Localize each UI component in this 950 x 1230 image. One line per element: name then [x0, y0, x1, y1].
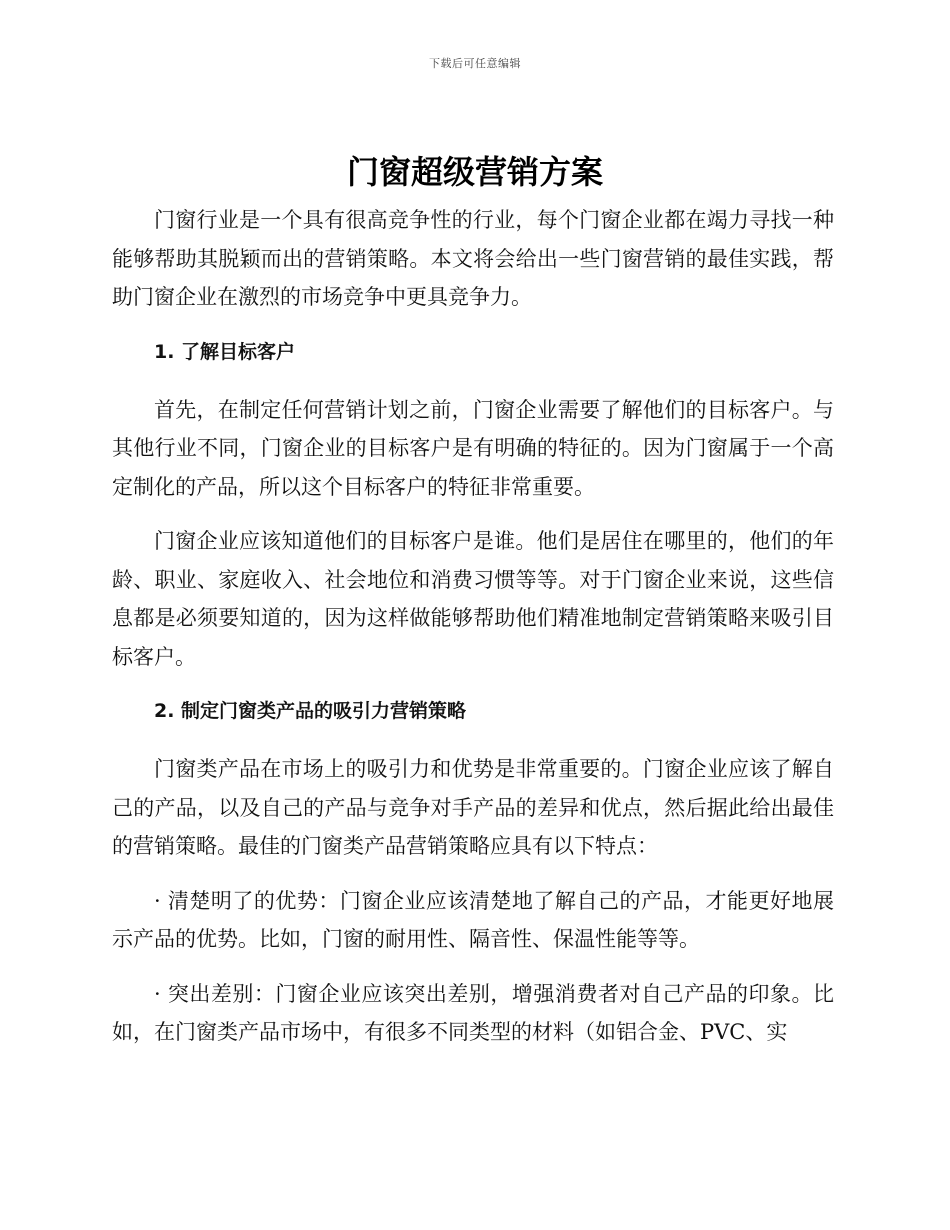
section-1-paragraph-2: 门窗企业应该知道他们的目标客户是谁。他们是居住在哪里的，他们的年龄、职业、家庭收入、社会地位和消费习惯等等。对于门窗企业来说，这些信息都是必须要知道的，因为这样做能够帮助他们精准地制定营销策略来吸引目标客户。 — [112, 529, 834, 669]
document-body — [112, 201, 834, 1068]
bullet-item-advantages: · 清楚明了的优势：门窗企业应该清楚地了解自己的产品，才能更好地展示产品的优势。比如，门窗的耐用性、隔音性、保温性能等等。 — [112, 888, 834, 951]
bullet-item-differences: · 突出差别：门窗企业应该突出差别，增强消费者对自己产品的印象。比如，在门窗类产品市场中，有很多不同类型的材料（如铝合金、PVC、实 — [112, 981, 834, 1044]
section-1-paragraph-1: 首先，在制定任何营销计划之前，门窗企业需要了解他们的目标客户。与其他行业不同，门窗企业的目标客户是有明确的特征的。因为门窗属于一个高定制化的产品，所以这个目标客户的特征非常重要。 — [112, 397, 834, 499]
section-1-heading: 1. 了解目标客户 — [154, 340, 296, 363]
section-2-heading: 2. 制定门窗类产品的吸引力营销策略 — [154, 700, 467, 722]
section-2-paragraph-1: 门窗类产品在市场上的吸引力和优势是非常重要的。门窗企业应该了解自己的产品，以及自己的产品与竞争对手产品的差异和优点，然后据此给出最佳的营销策略。最佳的门窗类产品营销策略应具有以下特点： — [112, 757, 834, 858]
header-note: 下载后可任意编辑 — [429, 57, 521, 70]
intro-paragraph: 门窗行业是一个具有很高竞争性的行业，每个门窗企业都在竭力寻找一种能够帮助其脱颖而出的营销策略。本文将会给出一些门窗营销的最佳实践，帮助门窗企业在激烈的市场竞争中更具竞争力。 — [112, 208, 834, 309]
document-title: 门窗超级营销方案 — [346, 153, 603, 191]
